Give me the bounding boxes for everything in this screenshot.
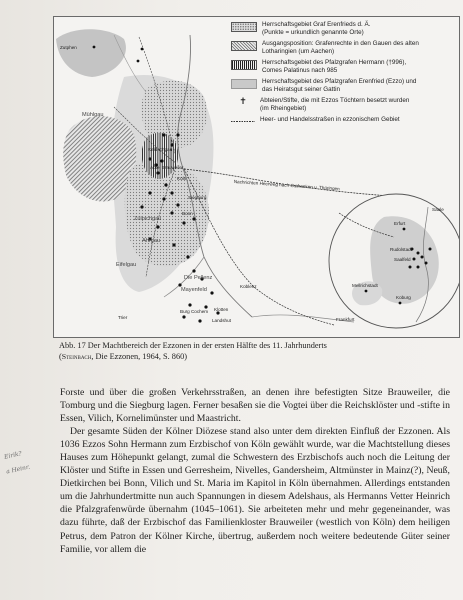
figure-caption [59, 341, 449, 362]
legend-item-roads [231, 116, 400, 124]
label-koburg: Koburg [396, 295, 411, 300]
handwritten-margin-note: Eirik? [3, 450, 23, 461]
label-bonn: Bonn [182, 211, 193, 216]
paragraph: Der gesamte Süden der Kölner Diözese stand also unter dem direkten Einfluß der Ezzonen. Als 1036 Ezzos Sohn Hermann zum Erzbischof von Köln gewählt wurde, war die Machtstellung dieses Hauses zum Höhepunkt gelangt, zumal die Schwestern des Erzbischofs auch noch die Leitung der Klöster und Stifte in Essen und Gerresheim, Nivelles, Gandersheim, Altmünster in Mainz(?), Neuß, Dietkirchen bei Bonn, Vilich und St. Maria im Kapitol in Köln übernahmen. Allerdings entstanden um die Jahrhundertmitte nun auch Spannungen in diesem Adelshaus, als Hermanns Vetter Heinrich die Pfalzgrafenwürde übernahm (1045–1061). Sie arbeiteten mehr und mehr gegeneinander, was dazu führte, daß der Erzbischof das Familienkloster Brauweiler (westlich von Köln) dem heiligen Petrus, dem Patron der Kölner Kirche, übertrug, außerdem noch weitere bedeutende Güter seiner Familie, vor allem die [60, 426, 450, 555]
label-heerweg: Nachrichten Heerweg nach Ostfranken u. Thüringen [233, 179, 340, 192]
map-figure [53, 16, 460, 338]
label-cochem: Burg Cochem [180, 309, 209, 314]
legend-text: Heer- und Handelsstraßen in ezzonischem Gebiet [260, 116, 400, 123]
label-trier: Trier [118, 315, 128, 320]
label-landshut: Landshut [212, 318, 231, 323]
paragraph: Forste und über die großen Verkehrsstraßen, an denen ihre befestigten Sitze Brauweiler, die Tomburg und die Siegburg lagen. Ferner besaßen sie die Vogtei über die Reichsklöster und -stifte in Essen, Vilich, Kornelimünster und Maastricht. [60, 387, 450, 425]
caption-citation: , Die Ezzonen, 1964, S. 860) [91, 351, 188, 361]
label-siegburg: Siegburg [188, 195, 207, 200]
label-pellenz: Die Pellenz [184, 275, 213, 281]
vertical-stripe-pattern-icon [231, 60, 257, 70]
label-zutphen: Zutphen [60, 45, 77, 50]
light-shade-pattern-icon [231, 79, 257, 89]
caption-line-1: Abb. 17 Der Machtbereich der Ezzonen in der ersten Hälfte des 11. Jahrhunderts [59, 341, 327, 350]
legend-text: Herrschaftsgebiet des Pfalzgrafen Erenfried (Ezzo) und das Heiratsgut seiner Gattin [262, 78, 417, 93]
legend-item-erenfried [231, 21, 371, 36]
label-erfurt: Erfurt [394, 221, 406, 226]
dashed-line-icon [231, 121, 255, 122]
label-eifelgau: Eifelgau [116, 262, 137, 268]
legend-item-aachen [231, 40, 419, 55]
legend-item-ezzo [231, 78, 416, 93]
label-ahrgau: Ahrgau [142, 238, 161, 244]
label-mayenfeld: Mayenfeld [181, 287, 207, 293]
label-keldachgau: Keldachgau [148, 147, 173, 152]
dotted-pattern-icon [231, 22, 257, 32]
hatched-pattern-icon [231, 41, 257, 51]
label-zuelpichgau: Zülpichgau [134, 216, 162, 222]
legend-text: Abteien/Stifte, die mit Ezzos Töchtern besetzt wurden (im Rheingebiet) [260, 97, 410, 112]
cross-icon: ✝ [239, 97, 247, 107]
label-koeln: Köln [177, 176, 187, 181]
handwritten-margin-note: a Heinr. [5, 463, 31, 476]
map-legend [227, 17, 459, 147]
zutphen-region [56, 29, 126, 77]
legend-text: Herrschaftsgebiet Graf Erenfrieds d. Ä. (Punkte = urkundlich genannte Orte) [262, 21, 371, 36]
label-brauweiler: Abtei Brauweiler [150, 165, 184, 170]
label-mellrichstadt: Mellrichstadt [352, 283, 378, 288]
caption-open-paren: ( [59, 351, 62, 361]
label-rudolstadt: Rudolstadt [390, 247, 412, 252]
aachen-gaue-region [63, 116, 136, 201]
label-saale: Saale [432, 207, 444, 212]
label-klotten: Klotten [214, 307, 229, 312]
body-text [60, 386, 450, 556]
label-saalfeld: Saalfeld [394, 257, 411, 262]
legend-text: Herrschaftsgebiet des Pfalzgrafen Hermann (†996), Comes Palatinus nach 985 [262, 59, 407, 74]
legend-item-hermann [231, 59, 406, 74]
legend-text: Ausgangsposition: Grafenrechte in den Gauen des alten Lotharingien (um Aachen) [262, 40, 419, 55]
label-muehlgau: Mühlgau [82, 112, 104, 118]
caption-author: Steinbach [61, 351, 92, 361]
label-frankfurt: Frankfurt [336, 317, 355, 322]
legend-item-abteien [231, 97, 409, 112]
caption-line-2 [59, 352, 449, 363]
label-koblenz: Koblenz [240, 284, 257, 289]
